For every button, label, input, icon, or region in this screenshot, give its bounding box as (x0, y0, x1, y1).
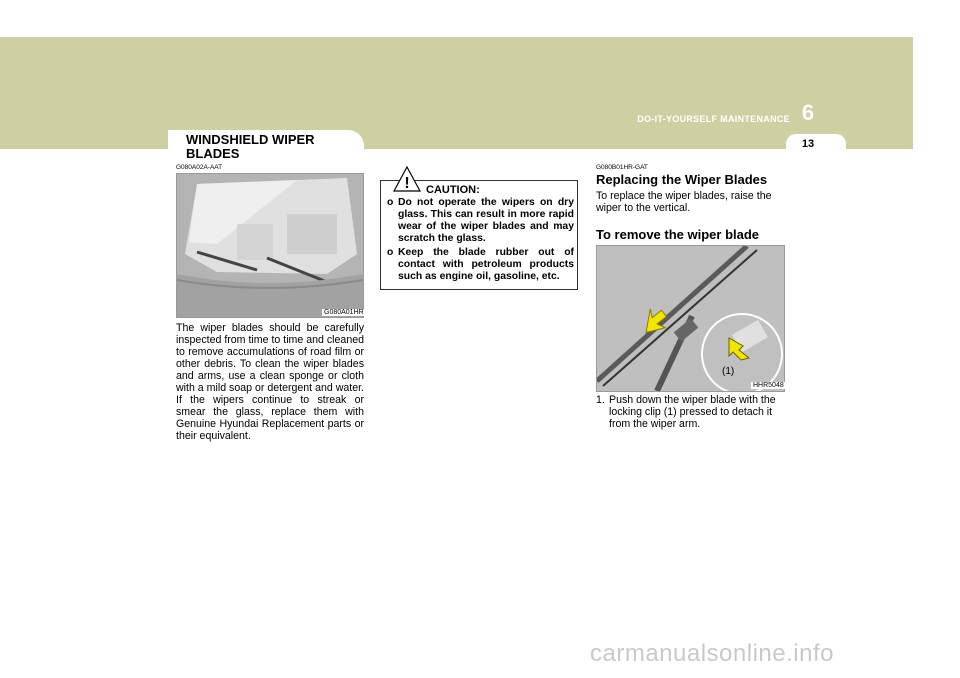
page-number: 13 (801, 138, 815, 150)
section-label: DO-IT-YOURSELF MAINTENANCE (637, 114, 790, 124)
windshield-photo (176, 173, 364, 318)
image-code: G080A01HR (324, 309, 364, 316)
replacing-title: Replacing the Wiper Blades (596, 172, 768, 187)
caution-bullet: o (387, 247, 394, 258)
caution-bullet: o (387, 197, 394, 208)
warning-triangle-icon (393, 166, 421, 192)
callout-label: (1) (722, 366, 735, 377)
wiper-inspection-paragraph: The wiper blades should be carefully inspected from time to time and cleaned to remove accumulations of road film or other debris. To clean the wiper blades and arms, use a clean sponge or cloth with a mild soap or detergent and water. If the wipers continue to streak or smear the glass, replace them with Genuine Hyundai Replacement parts or their equivalent. (176, 322, 364, 442)
remove-blade-heading: To remove the wiper blade (596, 227, 760, 242)
section-code: G080B01HR-GAT (596, 164, 648, 171)
wiper-blade-photo (596, 245, 785, 392)
chapter-number: 6 (801, 100, 815, 125)
section-title: WINDSHIELD WIPER BLADES (186, 132, 315, 161)
caution-item: Do not operate the wipers on dry glass. This can result in more rapid wear of the wiper blades and may scratch the glass. (398, 197, 574, 244)
watermark: carmanualsonline.info (590, 640, 834, 667)
caution-item: Keep the blade rubber out of contact with petroleum products such as engine oil, gasoline, etc. (398, 247, 574, 282)
header-band (0, 37, 913, 149)
image-code: HHR5048 (753, 382, 784, 389)
step-text: Push down the wiper blade with the locking clip (1) pressed to detach it from the wiper arm. (609, 394, 776, 430)
svg-text:!: ! (404, 175, 410, 192)
replacing-intro: To replace the wiper blades, raise the wiper to the vertical. (596, 190, 772, 214)
step-number: 1. (596, 394, 605, 406)
section-code: G080A02A-AAT (176, 164, 223, 171)
caution-title: CAUTION: (426, 184, 480, 196)
